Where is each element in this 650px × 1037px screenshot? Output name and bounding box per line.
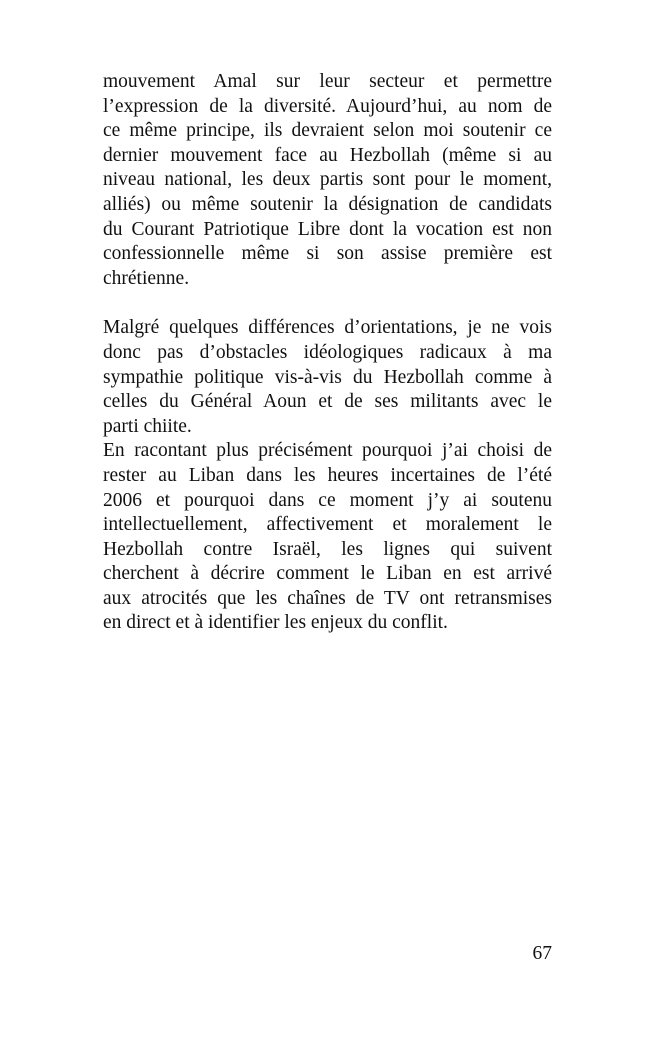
text-line: En racontant plus précisément pourquoi j’ai choisi de [103, 440, 552, 462]
text-line: cherchent à décrire comment le Liban en est arrivé [103, 563, 552, 585]
text-line: ce même principe, ils devraient selon moi soutenir ce [103, 120, 552, 142]
text-line: niveau national, les deux partis sont pour le moment, [103, 169, 552, 191]
text-line: alliés) ou même soutenir la désignation de candidats [103, 193, 552, 215]
text-line: rester au Liban dans les heures incertaines de l’été [103, 464, 552, 486]
text-line: en direct et à identifier les enjeux du conflit. [103, 612, 448, 634]
text-line: sympathie politique vis-à-vis du Hezbollah comme à [103, 366, 552, 388]
text-line: mouvement Amal sur leur secteur et permettre [103, 71, 552, 92]
text-line: chrétienne. [103, 267, 190, 289]
paragraph-spacer [103, 291, 552, 316]
text-line: dernier mouvement face au Hezbollah (même si au [103, 144, 552, 166]
page-body [103, 70, 552, 636]
text-line: du Courant Patriotique Libre dont la vocation est non [103, 218, 552, 240]
text-line: intellectuellement, affectivement et moralement le [103, 514, 552, 536]
text-line: Hezbollah contre Israël, les lignes qui suivent [103, 538, 552, 560]
text-line: celles du Général Aoun et de ses militants avec le [103, 391, 552, 413]
text-line: aux atrocités que les chaînes de TV ont retransmises [103, 587, 552, 609]
text-line: Malgré quelques différences d’orientations, je ne vois [103, 317, 552, 339]
paragraph [103, 439, 552, 636]
paragraph [103, 316, 552, 439]
paragraph [103, 70, 552, 291]
text-line: donc pas d’obstacles idéologiques radicaux à ma [103, 341, 552, 363]
text-line: 2006 et pourquoi dans ce moment j’y ai soutenu [103, 489, 552, 511]
text-line: confessionnelle même si son assise première est [103, 243, 552, 265]
text-line: l’expression de la diversité. Aujourd’hui, au nom de [103, 95, 552, 117]
page-number: 67 [532, 943, 552, 964]
text-line: parti chiite. [103, 415, 192, 437]
